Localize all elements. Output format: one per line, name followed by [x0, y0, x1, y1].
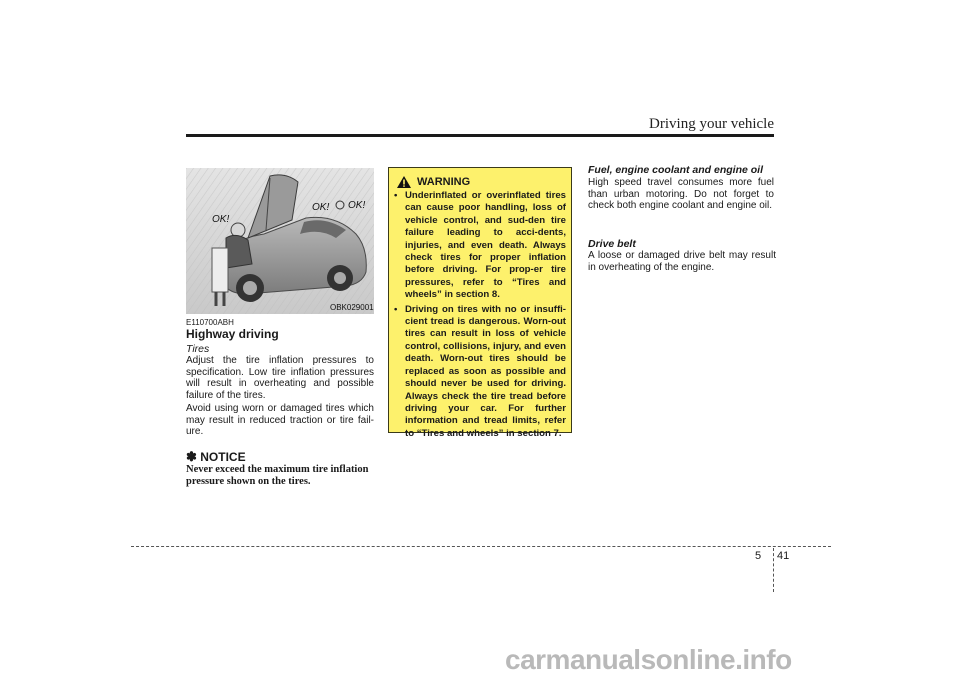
- ok-label: OK!: [348, 200, 366, 211]
- notice-body: Never exceed the maximum tire inflation pressure shown on the tires.: [186, 464, 369, 487]
- warning-triangle-icon: [397, 176, 411, 188]
- belt-paragraph: A loose or damaged drive belt may result in overheating of the engine.: [588, 250, 776, 273]
- fuel-subheading: Fuel, engine coolant and engine oil: [588, 164, 764, 176]
- figure-code: OBK029001: [330, 303, 374, 312]
- section-code: E110700ABH: [186, 318, 234, 327]
- car-illustration-svg: [186, 168, 374, 314]
- chapter-number: 5: [755, 550, 762, 562]
- tires-paragraph: Avoid using worn or damaged tires which may result in reduced traction or tire fail-ure.: [186, 403, 374, 437]
- footer-rule: [131, 546, 831, 547]
- tires-subheading: Tires: [186, 343, 210, 355]
- header-rule: [186, 134, 774, 137]
- car-illustration: [186, 168, 374, 314]
- warning-box: [388, 167, 572, 439]
- notice-heading: [186, 449, 246, 465]
- warning-item-text: Underinflated or overinflated tires can cause poor handling, loss of vehicle control, and sud-den tire failure leading to acci-dents, injuries, and even death. Always check tires for proper inflation before driving. For prop-er tire pressures, refer to “Tires and wheels” in section 8.: [405, 190, 566, 301]
- section-title: Driving your vehicle: [649, 116, 774, 132]
- tires-paragraph: Adjust the tire inflation pressures to specification. Low tire inflation pressures will result in overheating and possible failure of the tires.: [186, 355, 374, 401]
- notice-star-icon: ✽: [186, 449, 197, 464]
- watermark: carmanualsonline.info: [505, 644, 792, 675]
- warning-title: WARNING: [417, 176, 471, 188]
- bullet-icon: •: [394, 303, 398, 315]
- ok-label: OK!: [212, 214, 230, 225]
- page-number: 41: [777, 550, 790, 562]
- warning-item-text: Driving on tires with no or insuffi-cient tread is dangerous. Worn-out tires can result in loss of vehicle control, collisions, injury, and even death. Worn-out tires should be replaced as soon as possible and should never be used for driving. Always check the tire tread before driving your car. For further information and tread limits, refer to “Tires and wheels” in section 7.: [405, 303, 566, 439]
- notice-title: NOTICE: [200, 450, 246, 464]
- bullet-icon: •: [394, 190, 398, 201]
- ok-label: OK!: [312, 202, 330, 213]
- fuel-paragraph: High speed travel consumes more fuel than urban motoring. Do not forget to check both engine coolant and engine oil.: [588, 177, 774, 211]
- warning-list: [394, 190, 566, 442]
- warning-item: [394, 304, 566, 440]
- belt-subheading: Drive belt: [588, 238, 636, 250]
- section-heading: Highway driving: [186, 327, 279, 341]
- warning-item: [394, 190, 566, 302]
- page-separator: [773, 548, 774, 592]
